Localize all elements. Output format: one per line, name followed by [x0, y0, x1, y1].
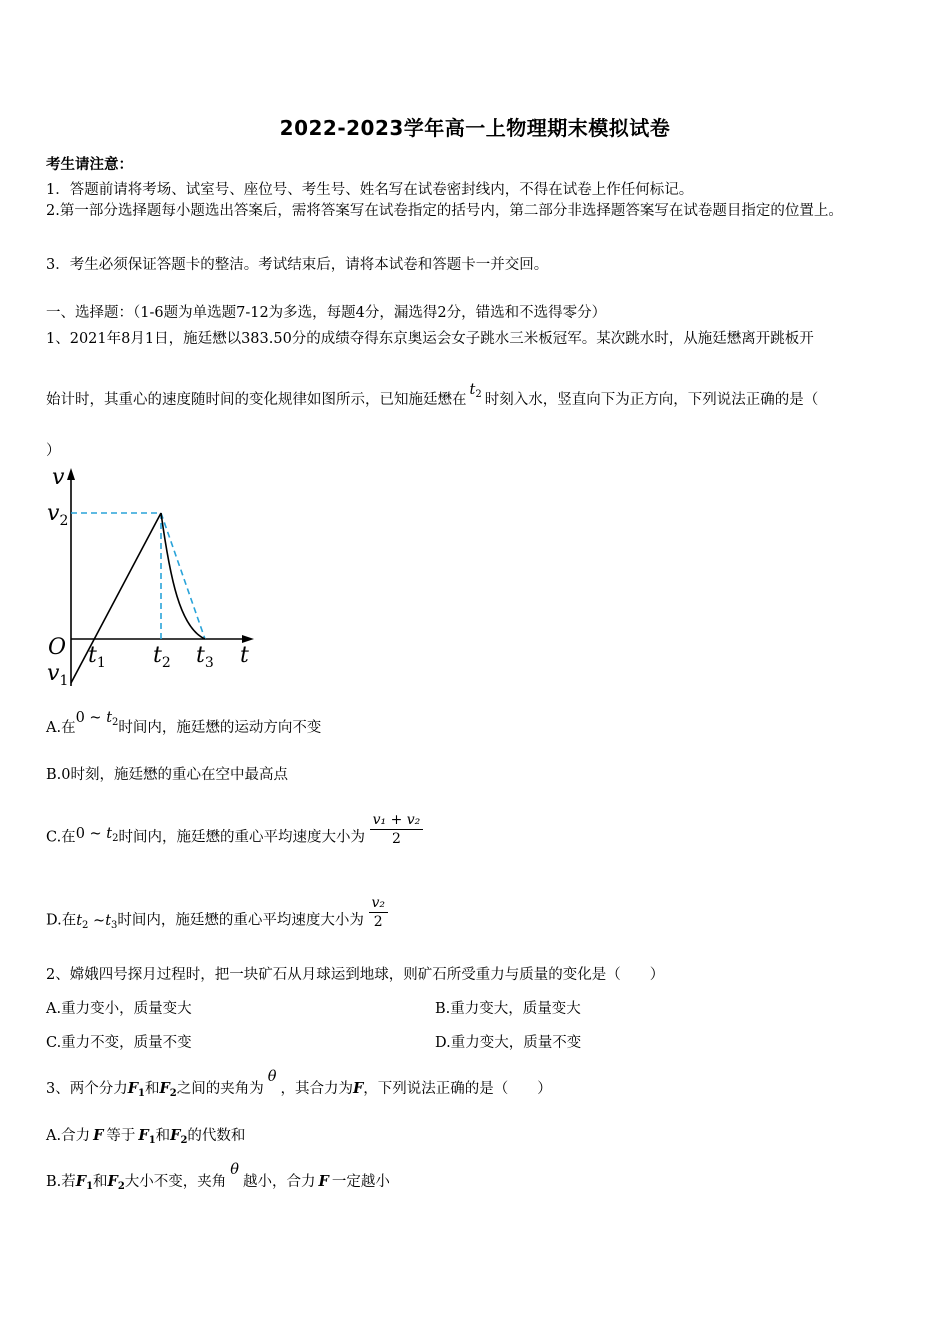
t-var: t: [106, 710, 113, 726]
stem-text: 3、两个分力: [46, 1081, 128, 1097]
q2-option-c[interactable]: C.重力不变，质量不变: [46, 1035, 192, 1051]
notice-item-3: 3．考生必须保证答题卡的整洁。考试结束后，请将本试卷和答题卡一并交回。: [46, 257, 549, 273]
option-text: 时间内，施廷懋的重心平均速度大小为: [118, 829, 365, 846]
q3-option-a[interactable]: [46, 1124, 245, 1146]
q1-stem-line3: ）: [46, 443, 61, 459]
stem-text: ，下列说法正确的是（ ）: [363, 1081, 552, 1097]
t-sub-start: 2: [82, 919, 89, 931]
label-v2: $v_2$: [47, 501, 69, 529]
label-v1: $v_1$: [47, 661, 69, 689]
range-start: 0 ~: [75, 825, 107, 842]
label-t1: $t_1$: [88, 643, 106, 671]
f-sub: 2: [169, 1088, 177, 1099]
theta-symbol: θ: [230, 1162, 240, 1178]
label-v: v: [52, 465, 65, 490]
t-var: t: [469, 382, 476, 398]
t-sub: 2: [112, 717, 119, 728]
range-expr: [76, 826, 119, 842]
range-expr: [76, 913, 117, 929]
option-prefix: A.合力: [46, 1128, 91, 1144]
q2-option-b[interactable]: B.重力变大，质量变大: [435, 1001, 581, 1017]
vt-graph: [40, 458, 270, 693]
f-var: F: [138, 1127, 149, 1144]
q1-stem-t2: [467, 382, 485, 398]
t-var: t: [106, 825, 113, 842]
q1-option-d[interactable]: [46, 895, 388, 938]
f-sub: 2: [117, 1181, 125, 1192]
vertical-axis: [67, 468, 75, 686]
notice-item-2: 2.第一部分选择题每小题选出答案后，需将答案写在试卷指定的括号内，第二部分非选择题答案写在试卷题目指定的位置上。: [46, 203, 843, 219]
option-text: 等于: [106, 1128, 136, 1144]
f-var: F: [107, 1173, 118, 1190]
fraction-average-velocity: [369, 895, 389, 930]
label-origin: O: [48, 635, 67, 660]
f-symbol: F: [318, 1173, 329, 1190]
f1-symbol: [135, 1127, 155, 1144]
option-text: 越小，合力: [243, 1174, 316, 1190]
q1-option-a[interactable]: [46, 710, 322, 738]
t-sub-end: 3: [111, 919, 118, 931]
option-text: 和: [93, 1174, 108, 1190]
q3-option-b[interactable]: [46, 1162, 390, 1192]
f-sub: 1: [148, 1135, 156, 1146]
velocity-line: [71, 513, 161, 683]
t-sub: 2: [112, 832, 119, 844]
linear-deceleration-dashed: [161, 513, 205, 639]
notice-heading: 考生请注意：: [46, 156, 133, 173]
notice-item-1: 1．答题前请将考场、试室号、座位号、考生号、姓名写在试卷密封线内，不得在试卷上作任何标记。: [46, 182, 694, 198]
range-start: 0 ~: [75, 710, 107, 726]
f-var: F: [127, 1080, 139, 1097]
option-prefix: C.在: [46, 829, 76, 846]
f-var: F: [170, 1127, 181, 1144]
range-expr: [76, 710, 119, 726]
q1-stem-text-b: 时刻入水，竖直向下为正方向，下列说法正确的是（: [484, 392, 819, 408]
f2-symbol: [160, 1080, 177, 1097]
theta-symbol: θ: [267, 1069, 277, 1085]
section-heading: 一、选择题：（1-6题为单选题7-12为多选，每题4分，漏选得2分，错选和不选得零分）: [46, 305, 607, 321]
t-var-end: t: [105, 912, 112, 929]
f1-symbol: [128, 1080, 145, 1097]
fraction-denominator: 2: [373, 914, 383, 930]
stem-text: 和: [145, 1081, 160, 1097]
q2-option-d[interactable]: D.重力变大，质量不变: [435, 1035, 582, 1051]
fraction-numerator: v₂: [369, 895, 389, 913]
t-var-start: t: [76, 912, 83, 929]
fraction-numerator: v₁ + v₂: [370, 812, 424, 830]
option-text: 一定越小: [331, 1174, 390, 1190]
option-text: 大小不变，夹角: [124, 1174, 227, 1190]
range-tilde: ~: [88, 912, 106, 929]
q1-stem-line1: 1、2021年8月1日，施廷懋以383.50分的成绩夺得东京奥运会女子跳水三米板冠军。某次跳水时，从施廷懋离开跳板开: [46, 331, 814, 347]
f2-symbol: [108, 1173, 125, 1190]
option-text: 和: [155, 1128, 171, 1144]
f-var: F: [159, 1080, 170, 1097]
f-sub: 2: [180, 1135, 188, 1146]
f-symbol: F: [93, 1127, 104, 1144]
label-t2: $t_2$: [153, 643, 171, 671]
q3-stem: [46, 1069, 552, 1099]
fraction-denominator: 2: [391, 831, 401, 847]
horizontal-axis: [71, 635, 254, 643]
f-symbol: F: [353, 1080, 364, 1097]
option-text: 时间内，施廷懋的重心平均速度大小为: [117, 912, 364, 929]
t-sub: 2: [475, 389, 482, 400]
q2-stem: 2、嫦娥四号探月过程时，把一块矿石从月球运到地球，则矿石所受重力与质量的变化是（ ）: [46, 967, 665, 983]
option-text: 的代数和: [187, 1128, 246, 1144]
q1-stem-line2: [46, 382, 819, 410]
q2-option-a[interactable]: A.重力变小，质量变大: [46, 1001, 192, 1017]
option-prefix: A.在: [46, 720, 76, 736]
option-text: 时间内，施廷懋的运动方向不变: [118, 720, 322, 736]
f-sub: 1: [86, 1181, 94, 1192]
q1-option-c[interactable]: [46, 812, 423, 855]
label-t: t: [240, 643, 249, 668]
label-t3: $t_3$: [196, 643, 214, 671]
q1-stem-text-a: 始计时，其重心的速度随时间的变化规律如图所示，已知施廷懋在: [46, 392, 467, 408]
option-prefix: D.在: [46, 912, 77, 929]
stem-text: ，其合力为: [280, 1081, 353, 1097]
f-var: F: [75, 1173, 87, 1190]
f2-symbol: [170, 1127, 187, 1144]
option-prefix: B.若: [46, 1174, 76, 1190]
f1-symbol: [76, 1173, 93, 1190]
stem-text: 之间的夹角为: [176, 1081, 264, 1097]
page-title: 2022-2023学年高一上物理期末模拟试卷: [279, 116, 671, 140]
fraction-average-velocity: [370, 812, 424, 847]
q1-option-b[interactable]: B.0时刻，施廷懋的重心在空中最高点: [46, 767, 288, 783]
f-sub: 1: [138, 1088, 145, 1099]
